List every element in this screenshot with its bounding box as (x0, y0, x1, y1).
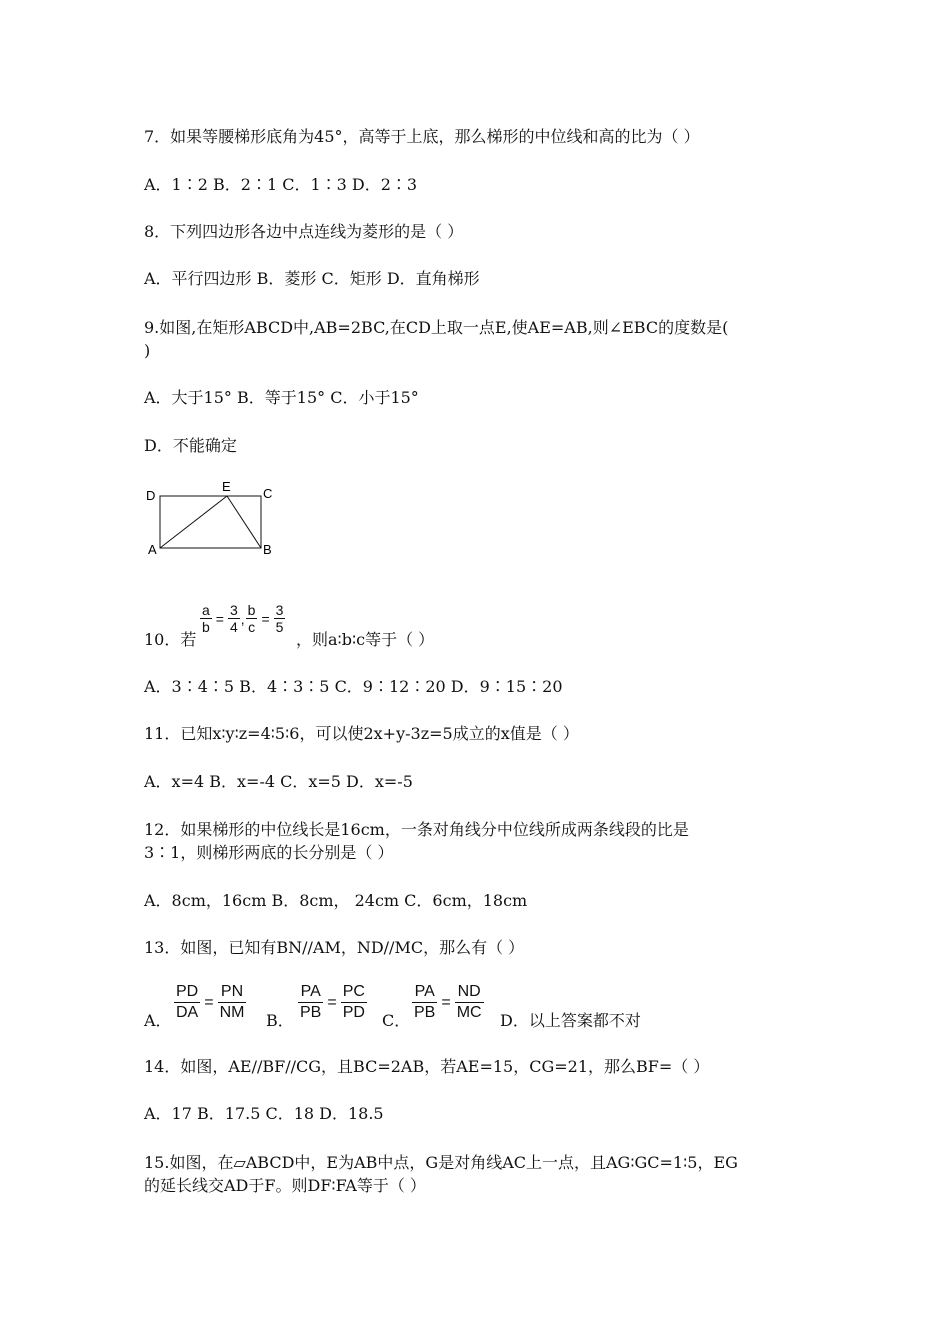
q13-option-c-label: C． (382, 1011, 411, 1030)
numerator: PC (342, 983, 365, 1000)
equals-sign: = (204, 993, 214, 1011)
numerator: b (247, 602, 256, 618)
q9-rectangle-figure (140, 476, 280, 560)
equals-sign: = (261, 610, 270, 627)
q9-options: A．大于15° B．等于15° C．小于15° (144, 388, 419, 407)
q7-stem: 7．如果等腰梯形底角为45°，高等于上底，那么梯形的中位线和高的比为（ ） (144, 127, 700, 146)
numerator: PA (300, 983, 321, 1000)
denominator: PB (414, 1004, 436, 1021)
q12-stem-line1: 12．如果梯形的中位线长是16cm，一条对角线分中位线所成两条线段的比是 (144, 820, 689, 839)
denominator: PD (342, 1004, 365, 1021)
segment-ae (160, 496, 227, 548)
q14-stem: 14．如图，AE//BF//CG，且BC=2AB，若AE=15，CG=21，那么BF=（ ） (144, 1057, 710, 1076)
q8-stem: 8．下列四边形各边中点连线为菱形的是（ ） (144, 222, 464, 241)
label-c: C (263, 486, 273, 501)
equals-sign: = (327, 993, 337, 1011)
q13-option-b-label: B． (266, 1011, 294, 1030)
q15-stem-line2: 的延长线交AD于F。则DF∶FA等于（ ） (144, 1176, 426, 1195)
numerator: 3 (229, 602, 238, 618)
numerator: ND (457, 983, 481, 1000)
label-a: A (148, 542, 157, 557)
frac-b-over-c (246, 602, 258, 635)
q13-option-a-label: A． (144, 1011, 172, 1030)
numerator: PD (176, 983, 199, 1000)
q11-options: A．x=4 B．x=-4 C．x=5 D．x=-5 (144, 772, 413, 791)
q12-options: A．8cm，16cm B．8cm， 24cm C．6cm，18cm (144, 891, 528, 910)
q10-ratio-expression (200, 602, 285, 635)
q9-stem-line1: 9.如图,在矩形ABCD中,AB=2BC,在CD上取一点E,使AE=AB,则∠EBC的度数是( (144, 318, 729, 337)
q13-option-d: D．以上答案都不对 (500, 1011, 641, 1030)
label-d: D (146, 488, 156, 503)
denominator: NM (219, 1004, 245, 1021)
numerator: PN (220, 983, 244, 1000)
denominator: MC (456, 1004, 482, 1021)
label-b: B (263, 542, 272, 557)
denominator: 4 (229, 619, 238, 635)
denominator: 5 (275, 619, 284, 635)
q10-options: A．3∶4∶5 B．4∶3∶5 C．9∶12∶20 D．9∶15∶20 (144, 677, 563, 696)
equals-sign: = (215, 610, 224, 627)
segment-eb (227, 496, 261, 548)
numerator: 3 (275, 602, 284, 618)
q10-prefix: 10．若 (144, 630, 197, 649)
equals-sign: = (441, 993, 451, 1011)
numerator: PA (414, 983, 435, 1000)
frac-3-over-4 (228, 602, 240, 635)
q15-stem-line1: 15.如图，在▱ABCD中，E为AB中点，G是对角线AC上一点，且AG∶GC=1∶5，EG (144, 1153, 738, 1172)
q13-option-c (412, 982, 484, 1023)
q13-stem: 13．如图，已知有BN//AM，ND//MC，那么有（ ） (144, 938, 525, 957)
q9-option-d: D．不能确定 (144, 436, 237, 455)
q12-stem-line2: 3∶1，则梯形两底的长分别是（ ） (144, 843, 394, 862)
numerator: a (202, 602, 210, 618)
rect-abcd (160, 496, 261, 548)
frac-3-over-5 (274, 602, 286, 635)
q13-option-a (174, 982, 246, 1023)
denominator: b (202, 619, 210, 635)
q14-options: A．17 B．17.5 C．18 D．18.5 (144, 1104, 384, 1123)
denominator: DA (176, 1004, 199, 1021)
q7-options: A．1∶2 B．2∶1 C．1∶3 D．2∶3 (144, 175, 418, 194)
q13-option-b (298, 982, 367, 1023)
label-e: E (222, 479, 231, 494)
comma-separator: , (240, 610, 245, 627)
q8-options: A．平行四边形 B．菱形 C．矩形 D．直角梯形 (144, 269, 480, 288)
q9-stem-line2: ) (144, 341, 151, 360)
denominator: PB (300, 1004, 322, 1021)
q11-stem: 11．已知x∶y∶z=4∶5∶6，可以使2x+y-3z=5成立的x值是（ ） (144, 724, 579, 743)
frac-a-over-b (200, 602, 212, 635)
q10-suffix: ，则a∶b∶c等于（ ） (296, 630, 435, 649)
denominator: c (248, 619, 256, 635)
